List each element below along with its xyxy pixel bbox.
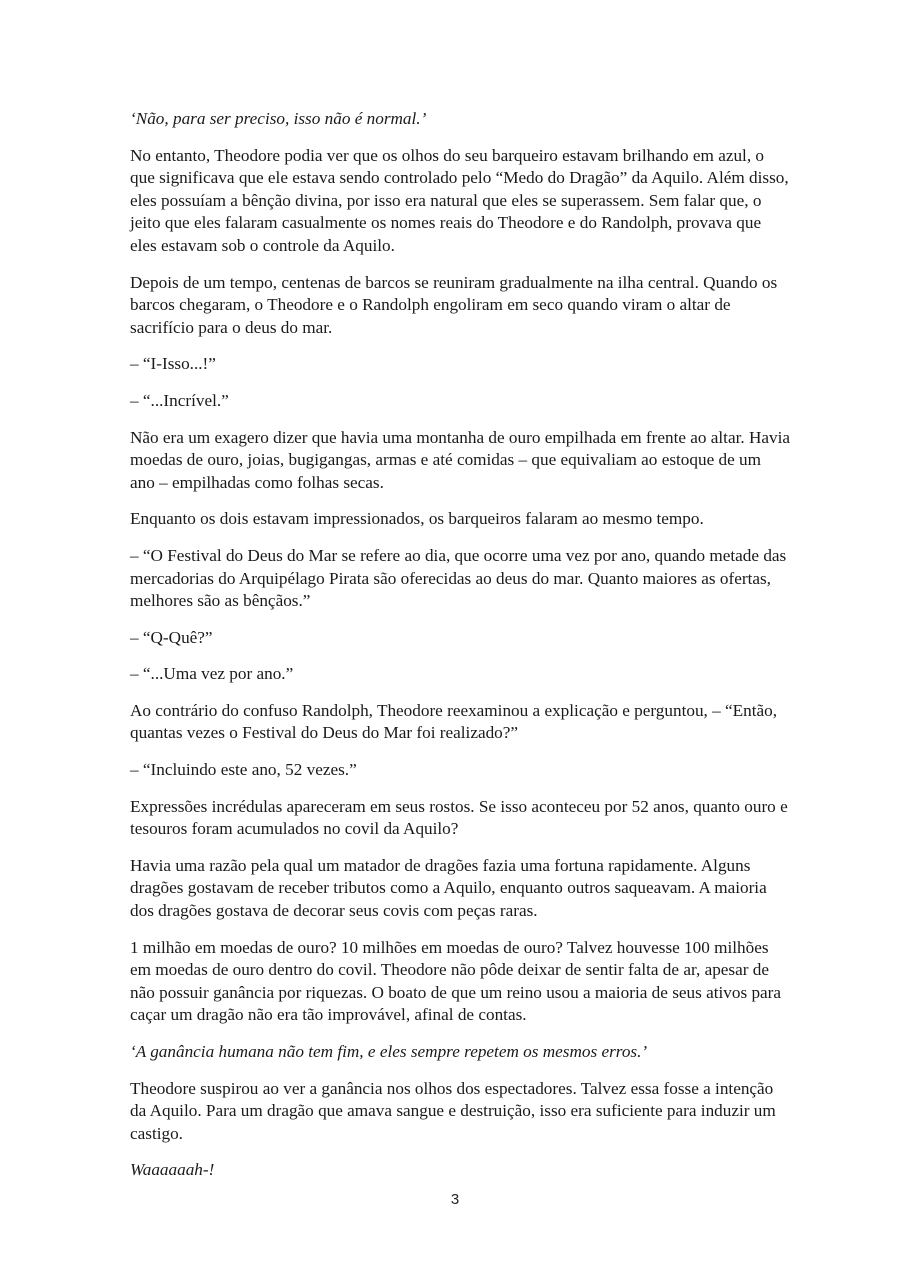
dialogue-line-4: – “Q-Quê?”: [130, 627, 213, 647]
paragraph-thought-1: ‘Não, para ser preciso, isso não é normal.’: [130, 109, 427, 128]
sound-effect-line: Waaaaaah-!: [130, 1160, 215, 1180]
paragraph-9: Theodore suspirou ao ver a ganância nos olhos dos espectadores. Talvez essa fosse a intenção da Aquilo. Para um dragão que amava sangue e destruição, isso era suficiente para induzir um castigo.: [130, 1078, 776, 1143]
document-body: [130, 108, 790, 1196]
paragraph-6: Expressões incrédulas apareceram em seus rostos. Se isso aconteceu por 52 anos, quanto ouro e tesouros foram acumulados no covil da Aquilo?: [130, 796, 788, 839]
paragraph-2: Depois de um tempo, centenas de barcos se reuniram gradualmente na ilha central. Quando os barcos chegaram, o Theodore e o Randolph engoliram em seco quando viram o altar de sacrifício para o deus do mar.: [130, 272, 778, 337]
dialogue-line-5: – “...Uma vez por ano.”: [130, 664, 294, 684]
paragraph-3: Não era um exagero dizer que havia uma montanha de ouro empilhada em frente ao altar. Havia moedas de ouro, joias, bugigangas, armas e até comidas – que equivaliam ao estoque de um ano – empilhadas como folhas secas.: [130, 427, 790, 492]
paragraph-8: 1 milhão em moedas de ouro? 10 milhões em moedas de ouro? Talvez houvesse 100 milhões em moedas de ouro dentro do covil. Theodore não pôde deixar de sentir falta de ar, apesar de não possuir ganância por riquezas. O boato de que um reino usou a maioria de seus ativos para caçar um dragão não era tão improvável, afinal de contas.: [130, 937, 782, 1025]
paragraph-7: Havia uma razão pela qual um matador de dragões fazia uma fortuna rapidamente. Alguns dragões gostavam de receber tributos como a Aquilo, enquanto outros saqueavam. A maioria dos dragões gostava de decorar seus covis com peças raras.: [130, 855, 767, 921]
page-number: 3: [450, 1191, 460, 1208]
paragraph-5: Ao contrário do confuso Randolph, Theodore reexaminou a explicação e perguntou, – “Então, quantas vezes o Festival do Deus do Mar foi realizado?”: [130, 700, 778, 743]
paragraph-1: No entanto, Theodore podia ver que os olhos do seu barqueiro estavam brilhando em azul, o que significava que ele estava sendo controlado pelo “Medo do Dragão” da Aquilo. Além disso, eles possuíam a bênção divina, por isso era natural que eles se superassem. Sem falar que, o jeito que eles falaram casualmente os nomes reais do Theodore e do Randolph, provava que eles estavam sob o controle da Aquilo.: [130, 145, 789, 255]
dialogue-line-1: – “I-Isso...!”: [130, 354, 216, 374]
dialogue-line-2: – “...Incrível.”: [130, 390, 229, 410]
dialogue-line-3: – “O Festival do Deus do Mar se refere ao dia, que ocorre uma vez por ano, quando metade das mercadorias do Arquipélago Pirata são oferecidas ao deus do mar. Quanto maiores as ofertas, melhores são as bênçãos.”: [130, 545, 787, 611]
paragraph-thought-2: ‘A ganância humana não tem fim, e eles sempre repetem os mesmos erros.’: [130, 1042, 648, 1061]
paragraph-4: Enquanto os dois estavam impressionados, os barqueiros falaram ao mesmo tempo.: [130, 509, 704, 529]
dialogue-line-6: – “Incluindo este ano, 52 vezes.”: [130, 760, 357, 780]
